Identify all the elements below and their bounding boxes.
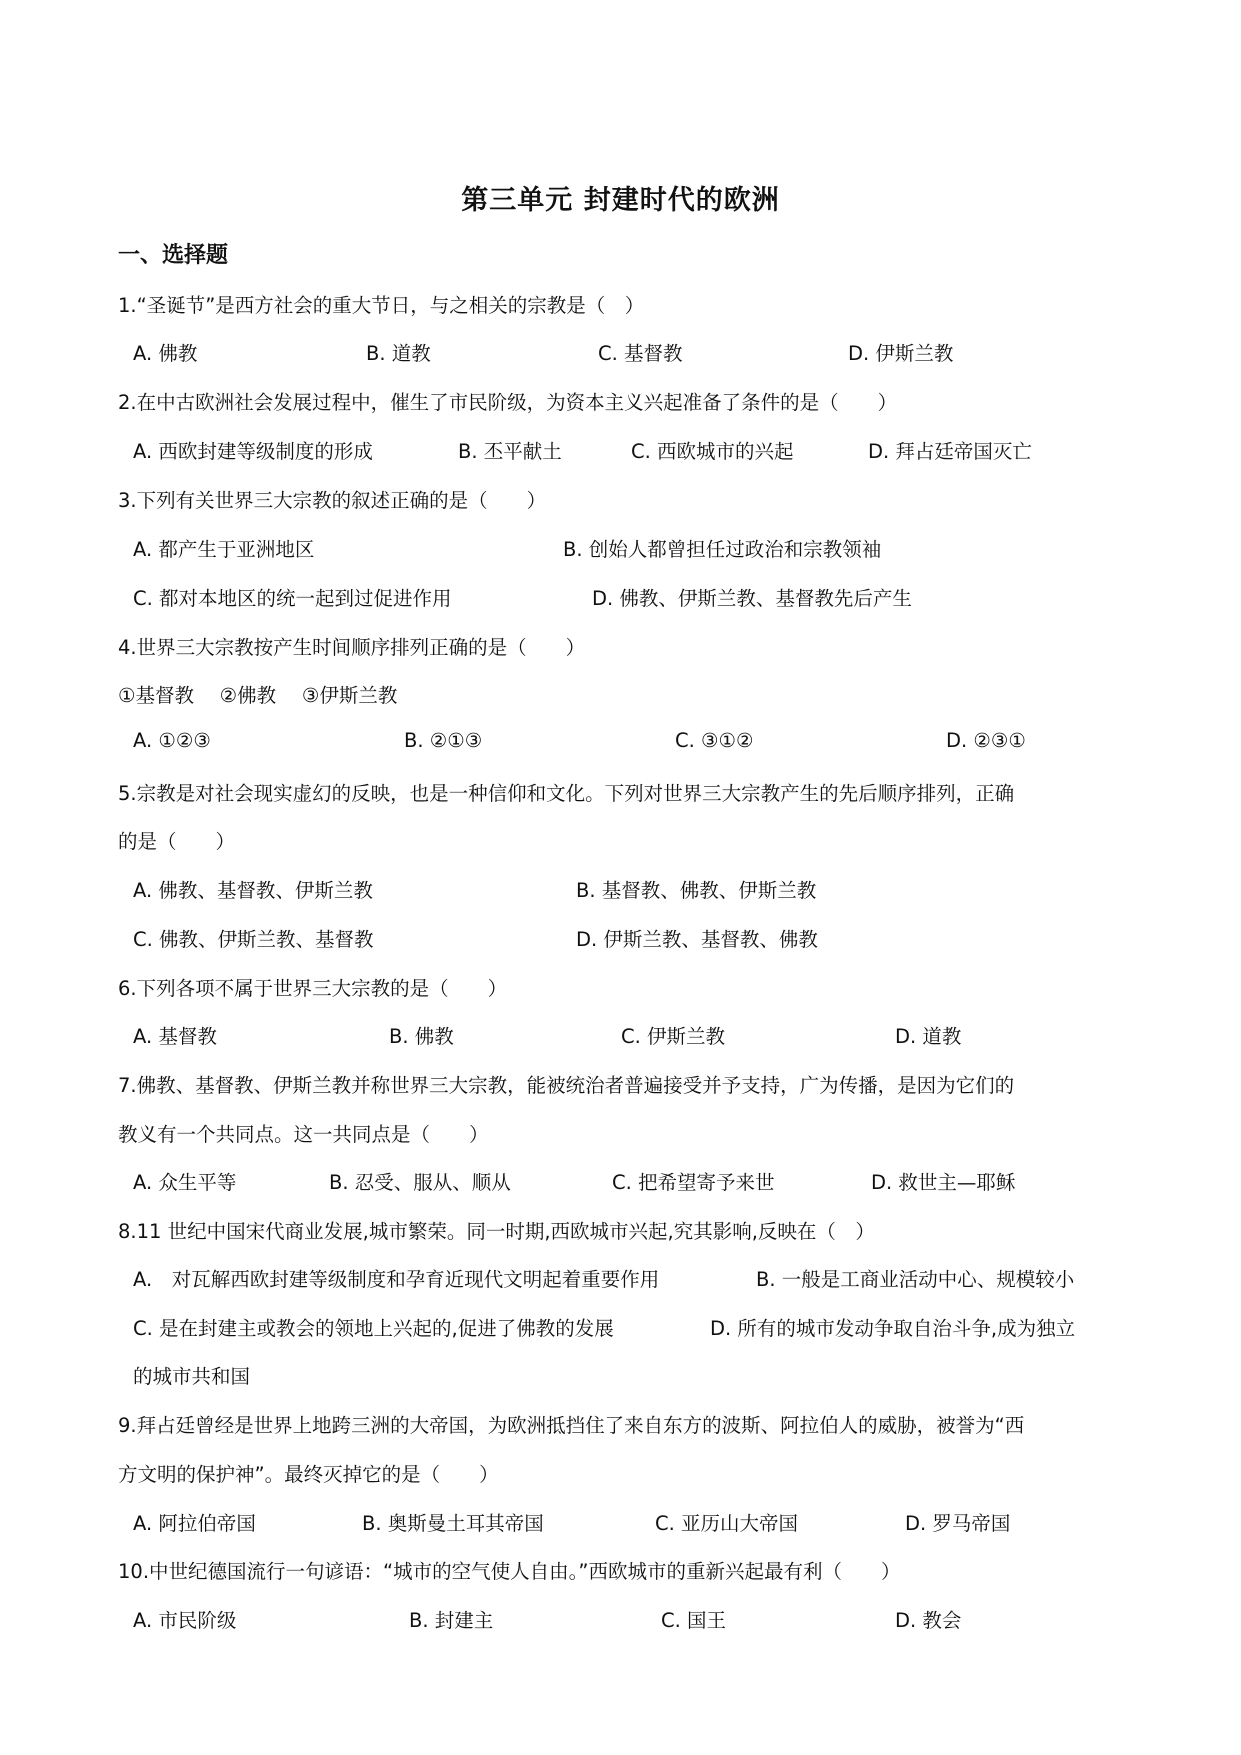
question-4-stem: 4.世界三大宗教按产生时间顺序排列正确的是（ ） [118, 636, 586, 659]
question-9-option-c[interactable]: C. 亚历山大帝国 [655, 1512, 799, 1535]
question-10-option-a[interactable]: A. 市民阶级 [133, 1609, 237, 1632]
question-8-option-d[interactable]: D. 所有的城市发动争取自治斗争,成为独立 [710, 1317, 1076, 1340]
question-6-option-c[interactable]: C. 伊斯兰教 [621, 1025, 726, 1048]
question-7-option-d[interactable]: D. 救世主—耶稣 [871, 1171, 1016, 1194]
question-10-option-b[interactable]: B. 封建主 [409, 1609, 494, 1632]
question-3-stem: 3.下列有关世界三大宗教的叙述正确的是（ ） [118, 489, 547, 512]
question-1-stem: 1.“圣诞节”是西方社会的重大节日，与之相关的宗教是（ ） [118, 294, 645, 317]
question-8-stem: 8.11 世纪中国宋代商业发展,城市繁荣。同一时期,西欧城市兴起,究其影响,反映在（ ） [118, 1220, 875, 1243]
question-9-option-a[interactable]: A. 阿拉伯帝国 [133, 1512, 256, 1535]
question-8-option-b[interactable]: B. 一般是工商业活动中心、规模较小 [756, 1268, 1075, 1291]
question-1-option-c[interactable]: C. 基督教 [598, 342, 683, 365]
question-4-items: ①基督教 ②佛教 ③伊斯兰教 [118, 684, 398, 707]
question-9-option-b[interactable]: B. 奥斯曼土耳其帝国 [362, 1512, 544, 1535]
document-title: 第三单元 封建时代的欧洲 [461, 185, 780, 216]
question-7-stem-line-1: 7.佛教、基督教、伊斯兰教并称世界三大宗教，能被统治者普遍接受并予支持，广为传播，是因为它们的 [118, 1074, 1015, 1097]
question-3-option-c[interactable]: C. 都对本地区的统一起到过促进作用 [133, 587, 452, 610]
question-6-option-a[interactable]: A. 基督教 [133, 1025, 217, 1048]
question-5-option-a[interactable]: A. 佛教、基督教、伊斯兰教 [133, 879, 373, 902]
question-2-option-c[interactable]: C. 西欧城市的兴起 [631, 440, 794, 463]
question-6-option-b[interactable]: B. 佛教 [389, 1025, 454, 1048]
question-4-option-d[interactable]: D. ②③① [946, 729, 1026, 752]
question-3-option-b[interactable]: B. 创始人都曾担任过政治和宗教领袖 [563, 538, 882, 561]
question-6-option-d[interactable]: D. 道教 [895, 1025, 962, 1048]
question-10-option-d[interactable]: D. 教会 [895, 1609, 962, 1632]
question-3-option-a[interactable]: A. 都产生于亚洲地区 [133, 538, 315, 561]
section-heading: 一、选择题 [118, 243, 229, 268]
question-10-stem: 10.中世纪德国流行一句谚语：“城市的空气使人自由。”西欧城市的重新兴起最有利（ ） [118, 1560, 901, 1583]
question-8-option-c[interactable]: C. 是在封建主或教会的领地上兴起的,促进了佛教的发展 [133, 1317, 614, 1340]
question-8-option-a[interactable]: A. 对瓦解西欧封建等级制度和孕育近现代文明起着重要作用 [133, 1268, 660, 1291]
question-5-option-d[interactable]: D. 伊斯兰教、基督教、佛教 [576, 928, 818, 951]
question-5-stem-line-1: 5.宗教是对社会现实虚幻的反映，也是一种信仰和文化。下列对世界三大宗教产生的先后顺序排列，正确 [118, 782, 1015, 805]
question-8-option-d-continued: 的城市共和国 [133, 1365, 251, 1388]
question-7-stem-line-2: 教义有一个共同点。这一共同点是（ ） [118, 1123, 489, 1146]
question-2-option-b[interactable]: B. 丕平献土 [458, 440, 562, 463]
question-4-option-a[interactable]: A. ①②③ [133, 729, 211, 752]
question-2-stem: 2.在中古欧洲社会发展过程中，催生了市民阶级，为资本主义兴起准备了条件的是（ ） [118, 391, 898, 414]
question-4-option-c[interactable]: C. ③①② [675, 729, 754, 752]
question-1-option-b[interactable]: B. 道教 [366, 342, 431, 365]
question-6-stem: 6.下列各项不属于世界三大宗教的是（ ） [118, 977, 508, 1000]
question-5-option-b[interactable]: B. 基督教、佛教、伊斯兰教 [576, 879, 817, 902]
question-2-option-a[interactable]: A. 西欧封建等级制度的形成 [133, 440, 373, 463]
question-3-option-d[interactable]: D. 佛教、伊斯兰教、基督教先后产生 [592, 587, 912, 610]
question-4-option-b[interactable]: B. ②①③ [404, 729, 483, 752]
question-9-stem-line-1: 9.拜占廷曾经是世界上地跨三洲的大帝国，为欧洲抵挡住了来自东方的波斯、阿拉伯人的威胁，被誉为“西 [118, 1414, 1025, 1437]
question-9-stem-line-2: 方文明的保护神”。最终灭掉它的是（ ） [118, 1463, 499, 1486]
question-7-option-a[interactable]: A. 众生平等 [133, 1171, 237, 1194]
question-9-option-d[interactable]: D. 罗马帝国 [905, 1512, 1011, 1535]
question-5-option-c[interactable]: C. 佛教、伊斯兰教、基督教 [133, 928, 374, 951]
question-7-option-c[interactable]: C. 把希望寄予来世 [612, 1171, 775, 1194]
question-10-option-c[interactable]: C. 国王 [661, 1609, 727, 1632]
question-7-option-b[interactable]: B. 忍受、服从、顺从 [329, 1171, 511, 1194]
question-1-option-d[interactable]: D. 伊斯兰教 [848, 342, 954, 365]
question-5-stem-line-2: 的是（ ） [118, 830, 236, 853]
question-1-option-a[interactable]: A. 佛教 [133, 342, 198, 365]
question-2-option-d[interactable]: D. 拜占廷帝国灭亡 [868, 440, 1032, 463]
